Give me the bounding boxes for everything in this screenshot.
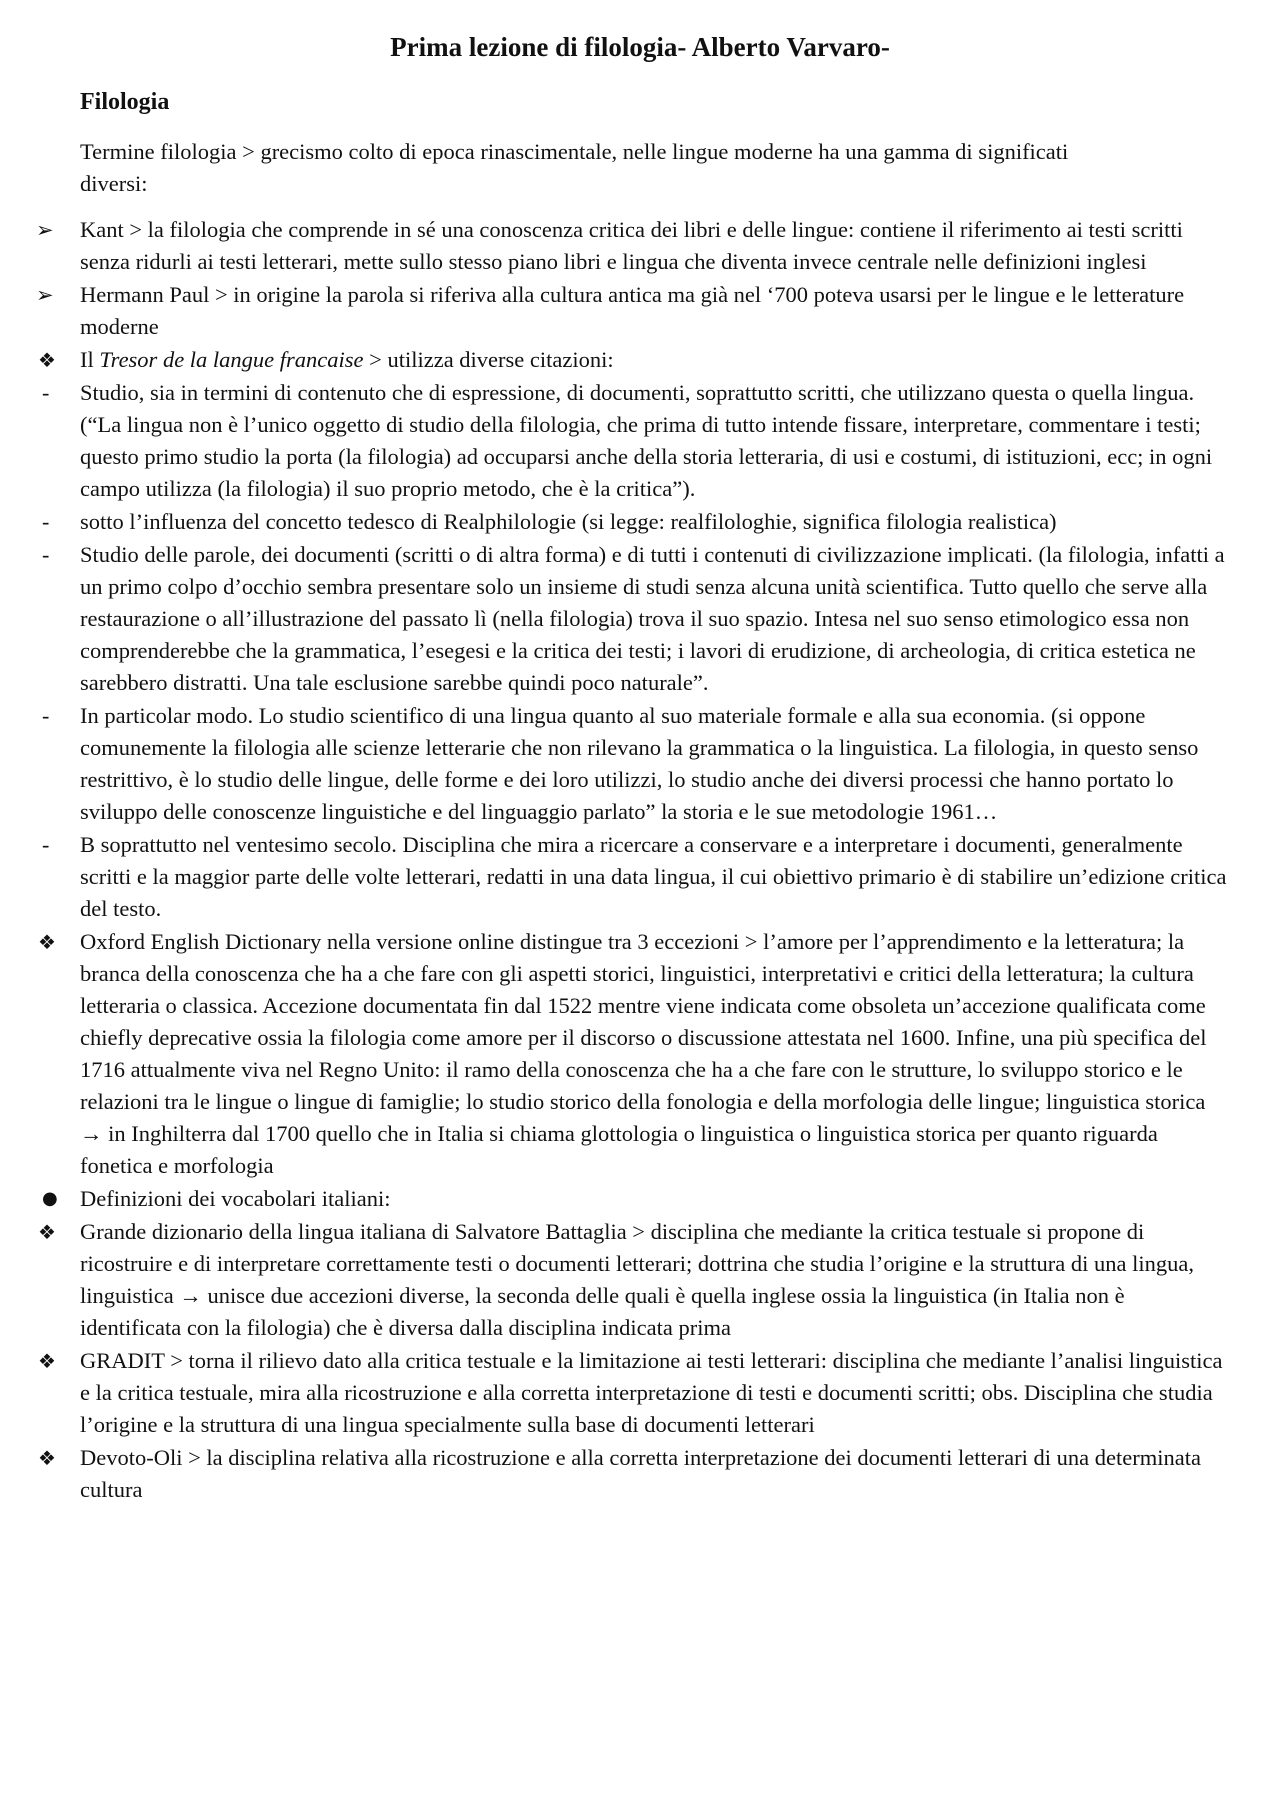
document-title: Prima lezione di filologia- Alberto Varvaro- [390,32,890,62]
dash-bullet: - [42,509,50,534]
list-item [0,506,1280,538]
list-item-text-prefix: Il [80,347,100,372]
list-item-text: Devoto-Oli > la disciplina relativa alla ricostruzione e alla corretta interpretazione dei documenti letterari di una determinata cultura [80,1445,1201,1502]
intro-paragraph: Termine filologia > grecismo colto di epoca rinascimentale, nelle lingue moderne ha una gamma di significati diversi: [80,139,1069,196]
list-item [0,214,1280,278]
list-item-text: GRADIT > torna il rilievo dato alla critica testuale e la limitazione ai testi letterari: disciplina che mediante l’analisi linguistica e la critica testuale, mira alla ricostruzione e alla corretta interpretazione di testi e documenti scritti; obs. Disciplina che studia l’origine e la struttura di una lingua specialmente sulla base di documenti letterari [80,1348,1223,1437]
list-item-text: B soprattutto nel ventesimo secolo. Disciplina che mira a ricercare a conservare e a interpretare i documenti, generalmente scritti e la maggior parte delle volte letterari, redatti in una data lingua, il cui obiettivo primario è di stabilire un’edizione critica del testo. [80,832,1227,921]
list-item [0,377,1280,505]
list-item [0,539,1280,699]
diamond-bullet-icon: ❖ [38,348,56,372]
arrow-bullet-icon: ➢ [36,218,54,242]
dash-bullet: - [42,380,50,405]
dash-bullet: - [42,542,50,567]
list-item-text: Hermann Paul > in origine la parola si riferiva alla cultura antica ma già nel ‘700 poteva usarsi per le lingue e le letterature moderne [80,282,1185,339]
list-item-text: In particolar modo. Lo studio scientifico di una lingua quanto al suo materiale formale e alla sua economia. (si oppone comunemente la filologia alle scienze letterarie che non rilevano la grammatica o la linguistica. La filologia, in questo senso restrittivo, è lo studio delle lingue, delle forme e dei loro utilizzi, lo studio anche dei diversi processi che hanno portato lo sviluppo delle conoscenze linguistiche e del linguaggio parlato” la storia e le sue metodologie 1961… [80,703,1199,824]
diamond-bullet-icon: ❖ [38,930,56,954]
list-item [0,829,1280,925]
arrow-bullet-icon: ➢ [36,283,54,307]
dash-bullet: - [42,703,50,728]
list-item-text: Grande dizionario della lingua italiana di Salvatore Battaglia > disciplina che mediante la critica testuale si propone di ricostruire e di interpretare correttamente testi o documenti letterari; dottrina che studia l’origine e la struttura di una lingua, linguistica → unisce due accezioni diverse, la seconda delle quali è quella inglese ossia la linguistica (in Italia non è identificata con la filologia) che è diversa dalla disciplina indicata prima [80,1219,1194,1340]
list-item [0,700,1280,828]
list-item-text: sotto l’influenza del concetto tedesco di Realphilologie (si legge: realfilologhie, significa filologia realistica) [80,509,1057,534]
list-item [0,1183,1280,1215]
list-item [0,1442,1280,1506]
dot-bullet-icon: ● [42,1188,58,1209]
list-item-text-suffix: > utilizza diverse citazioni: [363,347,614,372]
list-item [0,1345,1280,1441]
list-item-text: Kant > la filologia che comprende in sé una conoscenza critica dei libri e delle lingue: contiene il riferimento ai testi scritti senza ridurli ai testi letterari, mette sullo stesso piano libri e lingua che diventa invece centrale nelle definizioni inglesi [80,217,1183,274]
list-item [0,1216,1280,1344]
list-item-text: Definizioni dei vocabolari italiani: [80,1186,391,1211]
list-item [0,279,1280,343]
list-item-text: Studio, sia in termini di contenuto che di espressione, di documenti, soprattutto scritti, che utilizzano questa o quella lingua. (“La lingua non è l’unico oggetto di studio della filologia, che prima di tutto intende fissare, interpretare, commentare i testi; questo primo studio la porta (la filologia) ad occuparsi anche della storia letteraria, di usi e costumi, di istituzioni, ecc; in ogni campo utilizza (la filologia) il suo proprio metodo, che è la critica”). [80,380,1213,501]
definitions-list [0,214,1280,1507]
list-item-text: Oxford English Dictionary nella versione online distingue tra 3 eccezioni > l’amore per l’apprendimento e la letteratura; la branca della conoscenza che ha a che fare con gli aspetti storici, linguistici, interpretativi e critici della letteratura; la cultura letteraria o classica. Accezione documentata fin dal 1522 mentre viene indicata come obsoleta un’accezione qualificata come chiefly deprecative ossia la filologia come amore per il discorso o discussione attestata nel 1600. Infine, una più specifica del 1716 attualmente viva nel Regno Unito: il ramo della conoscenza che ha a che fare con le strutture, lo sviluppo storico e le relazioni tra le lingue o lingue di famiglie; lo studio storico della fonologia e della morfologia delle lingue; linguistica storica → in Inghilterra dal 1700 quello che in Italia si chiama glottologia o linguistica o linguistica storica per quanto riguarda fonetica e morfologia [80,929,1207,1178]
diamond-bullet-icon: ❖ [38,1446,56,1470]
list-item [0,344,1280,376]
diamond-bullet-icon: ❖ [38,1220,56,1244]
list-item [0,926,1280,1182]
diamond-bullet-icon: ❖ [38,1349,56,1373]
dash-bullet: - [42,832,50,857]
work-title: Tresor de la langue francaise [99,347,364,372]
section-heading: Filologia [80,89,170,115]
list-item-text [80,344,1230,376]
list-item-text: Studio delle parole, dei documenti (scritti o di altra forma) e di tutti i contenuti di civilizzazione implicati. (la filologia, infatti a un primo colpo d’occhio sembra presentare solo un insieme di studi senza alcuna unità scientifica. Tutto quello che serve alla restaurazione o all’illustrazione del passato lì (nella filologia) trova il suo spazio. Intesa nel suo senso etimologico essa non comprenderebbe che la grammatica, l’esegesi e la critica dei testi; i lavori di erudizione, di archeologia, di critica estetica ne sarebbero distratti. Una tale esclusione sarebbe quindi poco naturale”. [80,542,1225,695]
